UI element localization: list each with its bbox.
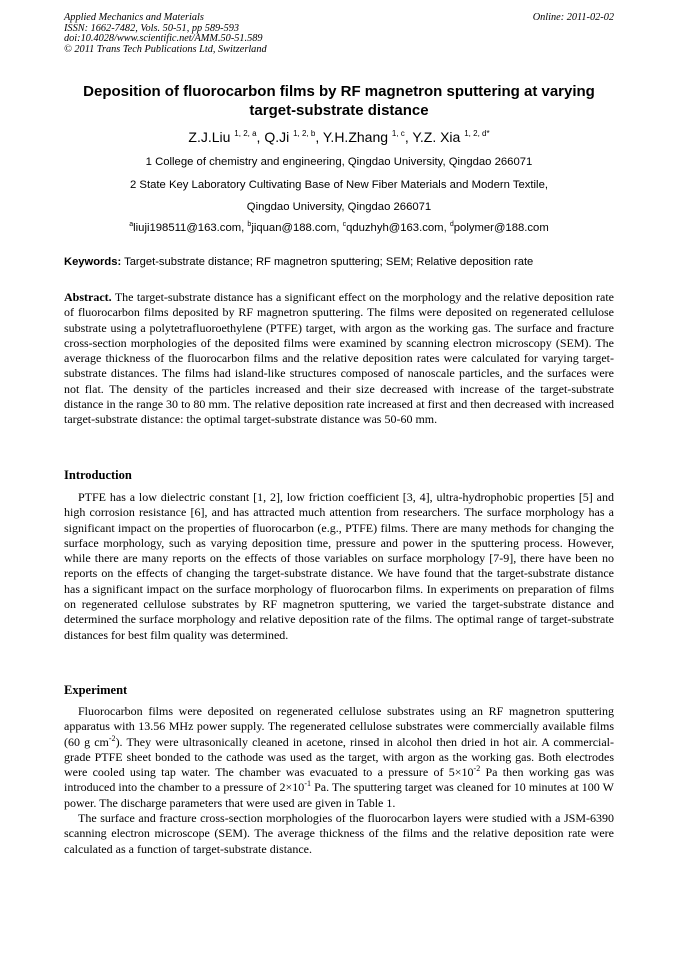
affiliation-2-line-1: 2 State Key Laboratory Cultivating Base of New Fiber Materials and Modern Textile, — [130, 179, 548, 191]
author-name: Z.J.Liu — [188, 129, 231, 145]
email-address: jiquan@188.com — [251, 222, 337, 234]
email-mark: a — [129, 221, 134, 228]
keywords-text: Target-substrate distance; RF magnetron sputtering; SEM; Relative deposition rate — [124, 256, 534, 268]
experiment-text: Pa then working gas was introduced into the chamber to a pressure of 2×10 — [64, 765, 614, 795]
online-date: Online: 2011-02-02 — [532, 12, 614, 23]
abstract-text: The target-substrate distance has a significant effect on the morphology and the relative deposition rate of fluorocarbon films deposited by RF magnetron sputtering. The films were deposited on regenerated cellulose substrate using a polytetrafluoroethylene (PTFE) target, with argon as the working gas. The surface and fracture cross-section morphologies of the deposited films were examined by scanning electron microscopy (SEM). The average thickness of the fluorocarbon films and the relative deposition rates were calculated for varying target-substrate distances. The films had island-like structures composed of nanoscale particles, and the surfaces were not flat. The density of the particles increased and their size decreased with increase of the target-substrate distance in the range 30 to 80 mm. The relative deposition rate increased at first and then decreased with increased target-substrate distance: the optimal target-substrate distance was 50-60 mm. — [64, 290, 614, 427]
experiment-text: ). They were ultrasonically cleaned in acetone, rinsed in alcohol then dried in hot air. A commercial-grade PTFE sheet bonded to the cathode was used as the target, with argon as the working gas. Both electrodes were cooled using tap water. The chamber was evacuated to a pressure of 5×10 — [64, 734, 615, 780]
experiment-paragraph-1 — [64, 704, 614, 811]
journal-name: Applied Mechanics and Materials — [64, 12, 204, 23]
author-affiliation-mark: 1, 2, a — [234, 129, 257, 138]
author-affiliation-mark: 1, c — [391, 129, 405, 138]
journal-issn: ISSN: 1662-7482, Vols. 50-51, pp 589-593 — [64, 22, 240, 34]
affiliation-2-line-2: Qingdao University, Qingdao 266071 — [246, 201, 432, 213]
email-list: $^a$liuji198511@163.com, $^b$jiquan@188.com, $^c$qduzhyh@163.com, $^d$polymer@188.com — [129, 221, 549, 234]
email-address: polymer@188.com — [453, 222, 549, 234]
affiliation-1: 1 College of chemistry and engineering, Qingdao University, Qingdao 266071 — [145, 156, 533, 168]
email-mark: c — [342, 221, 347, 228]
email-address: qduzhyh@163.com — [346, 222, 444, 234]
abstract — [64, 290, 614, 428]
paper-title — [50, 82, 628, 120]
journal-copyright: © 2011 Trans Tech Publications Ltd, Switzerland — [64, 43, 267, 55]
journal-doi: doi:10.4028/www.scientific.net/AMM.50-51.589 — [64, 33, 263, 45]
experiment-heading: Experiment — [64, 683, 128, 697]
introduction-body — [64, 490, 614, 643]
author-name: Q.Ji — [264, 129, 290, 145]
journal-header — [64, 13, 267, 55]
exponent: -2 — [473, 764, 481, 774]
author-name: Y.H.Zhang — [322, 129, 389, 145]
email-mark: b — [247, 221, 252, 228]
author-name: Y.Z. Xia — [412, 129, 461, 145]
author-affiliation-mark: 1, 2, d* — [464, 129, 490, 138]
author-affiliation-mark: 1, 2, b — [293, 129, 316, 138]
exponent: -1 — [304, 779, 311, 789]
keywords-label: Keywords: — [64, 256, 122, 268]
exponent: -2 — [108, 733, 116, 743]
title-line-2: target-substrate distance — [249, 102, 429, 119]
title-line-1: Deposition of fluorocarbon films by RF magnetron sputtering at varying — [83, 83, 595, 100]
experiment-text: Pa. The sputtering target was cleaned for 10 minutes at 100 W power. The discharge parameters that were used are given in Table 1. — [64, 780, 614, 810]
email-address: liuji198511@163.com — [133, 222, 242, 234]
abstract-label: Abstract. — [64, 290, 112, 304]
introduction-heading: Introduction — [64, 468, 132, 482]
author-list: Z.J.Liu $^{1, 2, a}$, Q.Ji $^{1, 2, b}$, Y.H.Zhang $^{1, c}$, Y.Z. Xia $^{1, 2, d*}$ — [188, 129, 490, 145]
experiment-body — [64, 704, 614, 857]
email-mark: d — [449, 221, 454, 228]
keywords — [64, 255, 624, 269]
experiment-text: Fluorocarbon films were deposited on regenerated cellulose substrates using an RF magnetron sputtering apparatus with 13.56 MHz power supply. The regenerated cellulose substrates were commercially available films (60 g cm — [64, 704, 614, 749]
introduction-paragraph: PTFE has a low dielectric constant [1, 2], low friction coefficient [3, 4], ultra-hydrophobic properties [5] and high corrosion resistance [6], and has attracted much attention from researchers. The surface morphology has a significant impact on the properties of fluorocarbon (e.g., PTFE) films. There are many methods for changing the surface morphology, such as varying deposition time, pressure and power in the sputtering process. However, while there are many reports on the effects of those variables on surface morphology [7-9], there have been no reports on the effects of changing the target-substrate distance. We have found that the target-substrate distance has a significant impact on the surface morphology of fluorocarbon films. In experiments on preparation of films on regenerated cellulose substrates by RF magnetron sputtering, we varied the target-substrate distance and determined the surface morphology and relative deposition rate of the films. The optimal range of target-substrate distances for best film quality was determined. — [64, 490, 614, 642]
experiment-paragraph-2: The surface and fracture cross-section morphologies of the fluorocarbon layers were studied with a JSM-6390 scanning electron microscope (SEM). The average thickness of the films and the relative deposition rate were calculated as a function of target-substrate distance. — [64, 811, 614, 856]
